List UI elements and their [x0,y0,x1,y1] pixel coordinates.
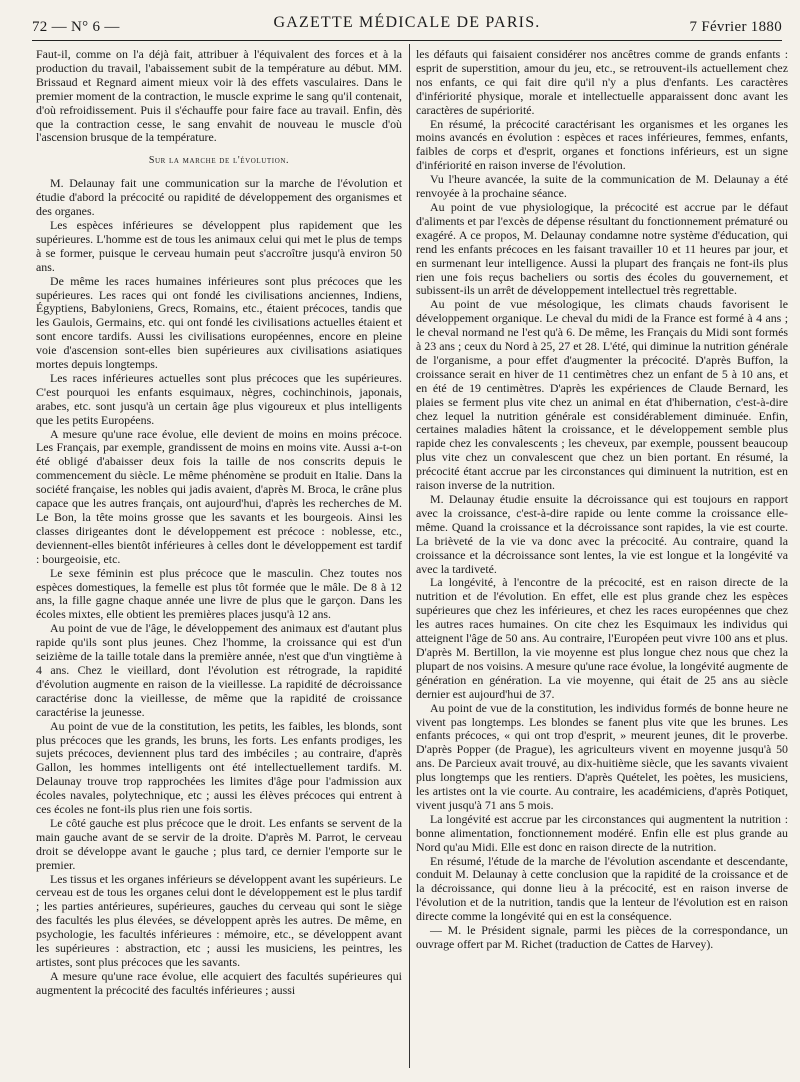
paragraph: En résumé, la précocité caractérisant les organismes et les organes les moins avancés en évolution : espèces et races inférieures, femmes, enfants, faibles de corps et d'esprit, organes et fonctions inférieurs, est un signe d'infériorité en raison inverse de l'évolution. [416,116,788,173]
paragraph: En résumé, l'étude de la marche de l'évolution ascendante et descendante, conduit M. Delaunay à cette conclusion que la rapidité de la croissance et de la décroissance, qui donne lieu à la précocité, est en raison inverse de l'évolution et de la nutrition, tandis que la lenteur de l'évolution est en raison directe comme la longévité qui en est la conséquence. [416,853,788,924]
paragraph: A mesure qu'une race évolue, elle devient de moins en moins précoce. Les Français, par exemple, grandissent de moins en moins vite. Aussi a-t-on été obligé d'abaisser deux fois la taille de nos conscrits depuis le commencement du siècle. Le même phénomène se produit en Italie. Dans la société française, les nobles qui jadis avaient, d'après M. Broca, le crâne plus capace que les autres français, ont aujourd'hui, d'après les recherches de M. Le Bon, la tête moins grosse que les savants et les bourgeois. Ainsi les classes dirigeantes dont le développement est précoce : noblesse, etc., deviennent-elles bientôt inférieures à celles dont le développement est tardif : bourgeoisie, etc. [36,426,402,566]
paragraph: A mesure qu'une race évolue, elle acquiert des facultés supérieures qui augmentent la précocité des facultés inférieures ; aussi [36,968,402,997]
running-header [32,14,782,36]
paragraph: les défauts qui faisaient considérer nos ancêtres comme de grands enfants : esprit de superstition, amour du jeu, etc., se retrouvent-ils actuellement chez nos enfants, ce qui fait dire qu'il n'y a plus d'enfants. Les caractères d'infériorité physique, morale et intellectuelle apparaissent donc avant les caractères de supériorité. [416,48,788,117]
page-number: 72 — N° 6 — [32,19,120,35]
paragraph: Au point de vue physiologique, la précocité est accrue par le défaut d'aliments et par l'excès de dépense résultant du fonctionnement prématuré ou exagéré. A ce propos, M. Delaunay condamne notre système d'éducation, qui rend les enfants précoces en les faisant travailler 10 et 11 heures par jour, et en surmenant leur intelligence. Aussi la plupart des français ne font-ils plus rien une fois reçus bacheliers ou sortis des écoles du gouvernement, et subissent-ils un arrêt de développement intellectuel très regrettable. [416,199,788,298]
right-column [416,48,788,1072]
paragraph: Au point de vue de l'âge, le développement des animaux est d'autant plus rapide qu'ils sont plus jeunes. Chez l'homme, la croissance qui est d'un seizième de la taille totale dans la première année, n'est que d'un vingtième à 4 ans. Chez le vieillard, dont l'évolution est rétrograde, la rapidité d'évolution augmente en raison de la vieillesse. La rapidité de décroissance caractérise donc la vieillesse, de même que la rapidité de croissance caractérise la jeunesse. [36,621,402,719]
column-divider [409,44,410,1068]
paragraph: Le sexe féminin est plus précoce que le masculin. Chez toutes nos espèces domestiques, la femelle est plus tôt formée que le mâle. De 8 à 12 ans, la fille gagne chaque année une livre de plus que le garçon. Dans les écoles mixtes, elle obtient les premières places jusqu'à 12 ans. [36,565,402,622]
paragraph: Les espèces inférieures se développent plus rapidement que les supérieures. L'homme est de tous les animaux celui qui met le plus de temps à se former, puisque le cerveau humain peut s'accroître jusqu'à environ 50 ans. [36,217,402,274]
issue-date: 7 Février 1880 [689,19,782,35]
paragraph: — M. le Président signale, parmi les pièces de la correspondance, un ouvrage offert par M. Richet (traduction de Cattes de Harvey). [416,923,788,951]
left-column [36,48,402,1072]
paragraph: Vu l'heure avancée, la suite de la communication de M. Delaunay a été renvoyée à la prochaine séance. [416,172,788,201]
header-rule [32,40,782,41]
paragraph: Au point de vue de la constitution, les petits, les faibles, les blonds, sont plus précoces que les grands, les bruns, les forts. Les enfants prodiges, les sujets précoces, deviennent plus tard des imbéciles ; au contraire, d'après Gallon, les hommes intelligents ont été intellectuellement tardifs. M. Delaunay trouve trop rapprochées les limites d'âge pour l'admission aux écoles navales, polytechnique, etc ; aussi les élèves précoces qui entrent à ces écoles ne font-ils plus rien une fois sortis. [36,718,402,817]
paragraph: Les races inférieures actuelles sont plus précoces que les supérieures. C'est pourquoi les enfants esquimaux, nègres, cochinchinois, japonais, arabes, etc. sont jusqu'à un certain âge plus vigoureux et plus intelligents que les petits Européens. [36,370,402,427]
paragraph: M. Delaunay étudie ensuite la décroissance qui est toujours en rapport avec la croissance, c'est-à-dire rapide ou lente comme la croissance elle-même. Quand la croissance et la décroissance sont rapides, la vie est courte. La brièveté de la vie va donc avec la précocité. Au contraire, quand la croissance et la décroissance sont lentes, la vie est longue et la longévité va avec la tardiveté. [416,492,788,576]
paragraph: Les tissus et les organes inférieurs se développent avant les supérieurs. Le cerveau est de tous les organes celui dont le développement est le plus tardif ; les parties antérieures, supérieures, gauches du cerveau qui sont le siège des facultés les plus élevées, se développent après les autres. De même, en psychologie, les facultés inférieures : mémoire, etc., se développent avant les supérieures : abstraction, etc ; aussi les musiciens, les peintres, les artistes, sont plus précoces que les savants. [36,871,402,969]
paragraph: La longévité, à l'encontre de la précocité, est en raison directe de la nutrition et de l'évolution. En effet, elle est plus grande chez les espèces supérieures que chez les inférieures, et chez les races européennes que chez les autres races humaines. On cite chez les Esquimaux les individus qui atteignent l'âge de 50 ans. Au contraire, l'Européen peut vivre 100 ans et plus. D'après M. Bertillon, la vie moyenne est plus longue chez nous que chez la plupart de nos voisins. A mesure qu'une race évolue, la longévité augmente de génération en génération. La vie moyenne, qui était de 25 ans au siècle dernier est aujourd'hui de 37. [416,575,788,701]
paragraph: Au point de vue mésologique, les climats chauds favorisent le développement organique. Le cheval du midi de la France est formé à 4 ans ; le cheval normand ne l'est qu'à 6. De même, les Français du Midi sont formés à 23 ans ; ceux du Nord à 25, 27 et 28. L'été, qui diminue la nutrition générale de l'organisme, a pour effet d'augmenter la précocité. D'après Buffon, la croissance serait en hiver de 11 centimètres chez un enfant de 5 à 10 ans, et en été de 19 centimètres. D'après les expériences de Claude Bernard, les plaies se ferment plus vite chez un animal en état d'hibernation, c'est-à-dire chez lequel la nutrition générale est considérablement diminuée. Enfin, certaines maladies hâtent la croissance, et le développement semble plus rapide chez les convalescents ; les cheveux, par exemple, poussent beaucoup plus vite chez un convalescent que chez un bien portant. En résumé, la précocité étant accrue par les circonstances qui diminuent la nutrition, est en raison inverse de la nutrition. [416,297,788,493]
paragraph: Faut-il, comme on l'a déjà fait, attribuer à l'équivalent des forces et à la production du travail, l'abaissement subit de la température au début. MM. Brissaud et Regnard aiment mieux voir là des effets vasculaires. Dans le premier moment de la contraction, le muscle exprime le sang qu'il contenait, d'où refroidissement. Puis il s'échauffe pour faire face au travail. Enfin, dès que la contraction cesse, le sang envahit de nouveau le muscle d'où l'ascension brusque de la température. [36,48,402,145]
section-heading: Sur la marche de l'évolution. [148,155,290,167]
paragraph: De même les races humaines inférieures sont plus précoces que les supérieures. Les races qui ont fondé les civilisations anciennes, Indiens, Égyptiens, Babyloniens, Grecs, Romains, etc., étaient précoces, tandis que les Gaulois, Germains, etc. qui ont fondé les civilisations actuelles étaient et sont encore tardifs. Aussi les civilisations européennes, encore en pleine voie d'ascension sont-elles bien supérieures aux civilisations asiatiques mortes depuis longtemps. [36,273,402,372]
paragraph: Au point de vue de la constitution, les individus formés de bonne heure ne vivent pas longtemps. Les blondes se fanent plus vite que les brunes. Les enfants précoces, « qui ont trop d'esprit, » meurent jeunes, dit le proverbe. D'après Popper (de Prague), les agriculteurs vivent en moyenne jusqu'à 50 ans. De Parcieux avait trouvé, au dix-huitième siècle, que les savants vivaient plus longtemps que les rentiers. D'après Quételet, les poètes, les musiciens, les artistes ont la vie courte. Au contraire, les académiciens, d'après Potiquet, vivent jusqu'à 71 ans 5 mois. [416,700,788,812]
paragraph: M. Delaunay fait une communication sur la marche de l'évolution et étudie d'abord la précocité ou rapidité de développement des organismes et des organes. [36,176,402,219]
journal-title: GAZETTE MÉDICALE DE PARIS. [273,14,541,31]
paragraph: Le côté gauche est plus précoce que le droit. Les enfants se servent de la main gauche avant de se servir de la droite. D'après M. Parrot, le cerveau droit se développe avant le gauche ; plus tard, ce dernier l'emporte sur le premier. [36,815,402,872]
paragraph: La longévité est accrue par les circonstances qui augmentent la nutrition : bonne alimentation, fonctionnement modéré. Enfin elle est plus grande au Nord qu'au Midi. Elle est donc en raison directe de la nutrition. [416,811,788,854]
